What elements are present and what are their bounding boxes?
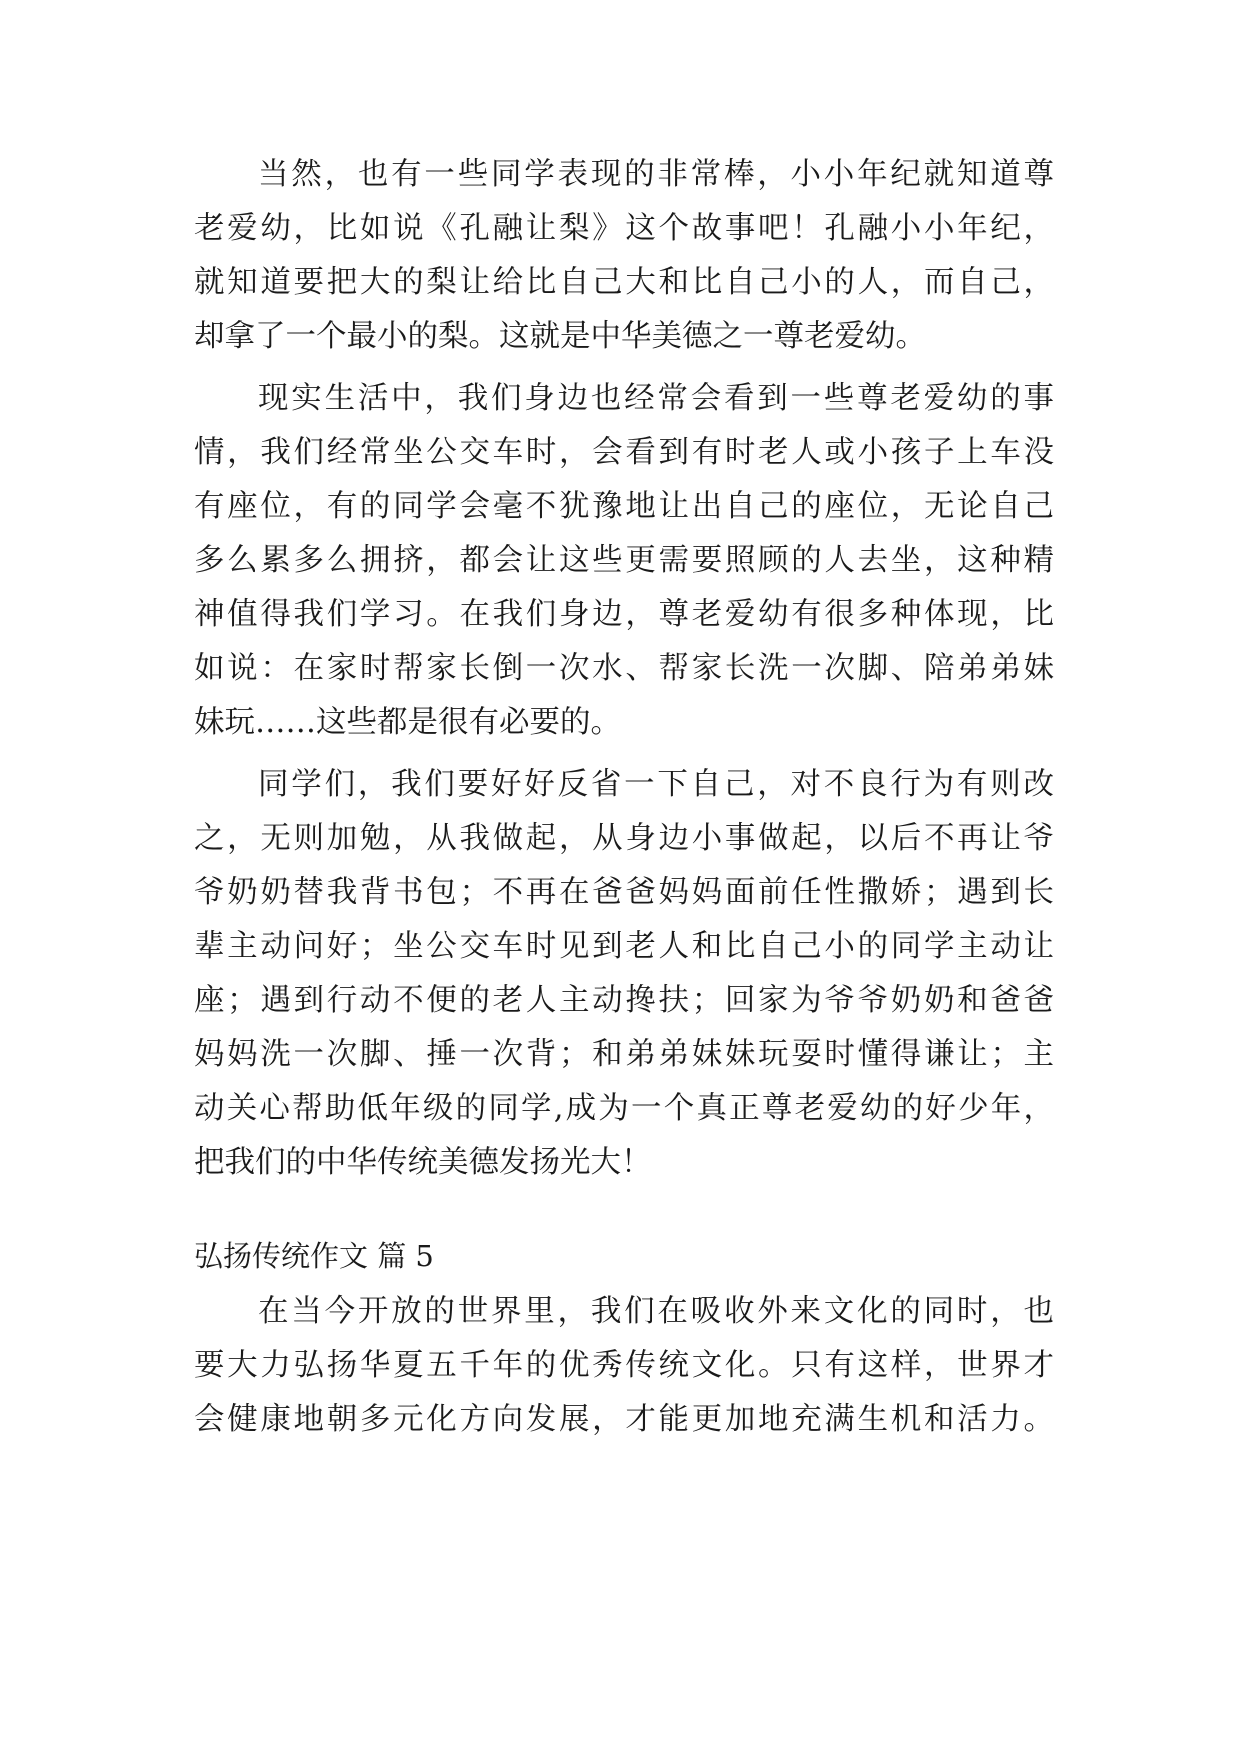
paragraph-2-line-4: 多么累多么拥挤，都会让这些更需要照顾的人去坐，这种精 (194, 543, 1054, 578)
paragraph-2-line-2: 情，我们经常坐公交车时，会看到有时老人或小孩子上车没 (194, 435, 1054, 470)
paragraph-3-line-1: 同学们，我们要好好反省一下自己，对不良行为有则改 (258, 767, 1054, 802)
paragraph-3-line-5: 座；遇到行动不便的老人主动搀扶；回家为爷爷奶奶和爸爸 (194, 983, 1054, 1018)
paragraph-1-line-2: 老爱幼，比如说《孔融让梨》这个故事吧！孔融小小年纪， (194, 211, 1054, 246)
paragraph-3-line-2: 之，无则加勉，从我做起，从身边小事做起，以后不再让爷 (194, 821, 1054, 856)
paragraph-2-line-5: 神值得我们学习。在我们身边，尊老爱幼有很多种体现，比 (194, 597, 1054, 632)
paragraph-2-line-7: 妹玩……这些都是很有必要的。 (194, 705, 621, 740)
paragraph-2-line-6: 如说：在家时帮家长倒一次水、帮家长洗一次脚、陪弟弟妹 (194, 651, 1054, 686)
paragraph-1-line-1: 当然，也有一些同学表现的非常棒，小小年纪就知道尊 (258, 157, 1054, 192)
paragraph-1-line-3: 就知道要把大的梨让给比自己大和比自己小的人，而自己， (194, 265, 1054, 300)
paragraph-3-line-6: 妈妈洗一次脚、捶一次背；和弟弟妹妹玩耍时懂得谦让；主 (194, 1037, 1054, 1072)
paragraph-3-line-3: 爷奶奶替我背书包；不再在爸爸妈妈面前任性撒娇；遇到长 (194, 875, 1054, 910)
paragraph-2-line-1: 现实生活中，我们身边也经常会看到一些尊老爱幼的事 (258, 381, 1054, 416)
paragraph-3-line-8: 把我们的中华传统美德发扬光大！ (194, 1145, 652, 1180)
paragraph-2-line-3: 有座位，有的同学会毫不犹豫地让出自己的座位，无论自己 (194, 489, 1054, 524)
section-paragraph-line-1: 在当今开放的世界里，我们在吸收外来文化的同时，也 (258, 1294, 1054, 1329)
paragraph-3-line-7: 动关心帮助低年级的同学,成为一个真正尊老爱幼的好少年， (194, 1091, 1054, 1126)
paragraph-3-line-4: 辈主动问好；坐公交车时见到老人和比自己小的同学主动让 (194, 929, 1054, 964)
section-paragraph-line-2: 要大力弘扬华夏五千年的优秀传统文化。只有这样，世界才 (194, 1348, 1054, 1383)
section-heading: 弘扬传统作文 篇 5 (194, 1239, 434, 1273)
section-paragraph-line-3: 会健康地朝多元化方向发展，才能更加地充满生机和活力。 (194, 1402, 1054, 1437)
paragraph-1-line-4: 却拿了一个最小的梨。这就是中华美德之一尊老爱幼。 (194, 319, 926, 354)
